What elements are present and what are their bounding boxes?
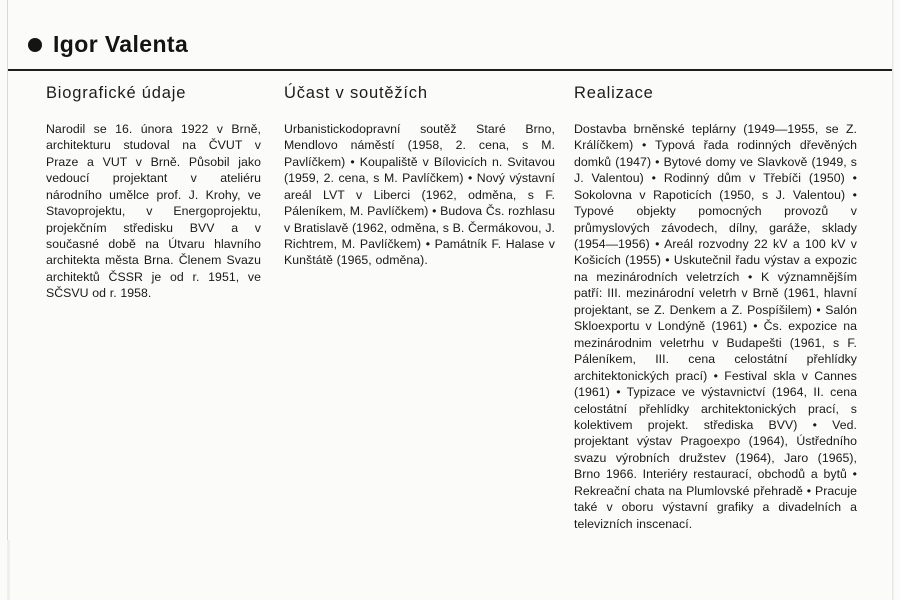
- column-heading-biographic-data: Biografické údaje: [46, 84, 187, 102]
- column-heading-competitions: Účast v soutěžích: [284, 84, 428, 102]
- header-title-group: [28, 33, 188, 56]
- column-body-competitions: Urbanistickodopravní soutěž Staré Brno, Mendlovo náměstí (1958, 2. cena, s M. Pavlíčkem) • Koupaliště v Bílovicích n. Svitavou (1959, 2. cena, s M. Pavlíčkem) • Nový výstavní areál LVT v Liberci (1962, odměna, s F. Páleníkem, M. Pavlíčkem) • Budova Čs. rozhlasu v Bratislavě (1962, odměna, s B. Čermákovou, J. Richtrem, M. Pavlíčkem) • Památník F. Halase v Kunštátě (1965, odměna).: [284, 121, 555, 268]
- column-biographic-data: [46, 70, 261, 302]
- page-title: Igor Valenta: [53, 31, 189, 57]
- column-realizations: [574, 70, 857, 532]
- filled-circle-bullet-icon: [28, 38, 42, 52]
- column-body-biographic-data: Narodil se 16. února 1922 v Brně, architekturu studoval na ČVUT v Praze a VUT v Brně. Působil jako vedoucí projektant v ateliéru národního umělce prof. J. Krohy, ve Stavoprojektu, v Energoprojektu, projekčním středisku BVV a v současné době na Útvaru hlavního architekta města Brna. Členem Svazu architektů ČSSR je od r. 1951, ve SČSVU od r. 1958.: [46, 121, 261, 301]
- column-heading-realizations: Realizace: [574, 84, 654, 102]
- column-container: [0, 70, 900, 600]
- column-body-realizations: Dostavba brněnské teplárny (1949—1955, se Z. Králíčkem) • Typová řada rodinných dřevěných domků (1947) • Bytové domy ve Slavkově (1949, s J. Valentou) • Rodinný dům v Třebíči (1950) • Sokolovna v Rapoticích (1950, s J. Valentou) • Typové objekty pomocných provozů v průmyslových závodech, dílny, garáže, sklady (1954—1956) • Areál rozvodny 22 kV a 100 kV v Košicích (1955) • Uskutečnil řadu výstav a expozic na mezinárodních veletrzích • K významnějším patří: III. mezinárodní veletrh v Brně (1961, hlavní projektant, se Z. Denkem a Z. Pospíšilem) • Salón Skloexportu v Londýně (1961) • Čs. expozice na mezinárodnim veletrhu v Budapešti (1961, s F. Páleníkem, III. cena celostátní přehlídky architektonických prací) • Festival skla v Cannes (1961) • Typizace ve výstavnictví (1964, II. cena celostátní přehlídky architektonických prací, s kolektivem projekt. střediska BVV) • Ved. projektant výstav Pragoexpo (1964), Ústředního svazu výrobních družstev (1964), Jaro (1965), Brno 1966. Interiéry restaurací, obchodů a bytů • Rekreační chata na Plumlovské přehradě • Pracuje také v oboru výstavní grafiky a divadelních a televizních inscenací.: [574, 121, 857, 531]
- page-header: [0, 0, 900, 70]
- column-competitions: [284, 70, 555, 269]
